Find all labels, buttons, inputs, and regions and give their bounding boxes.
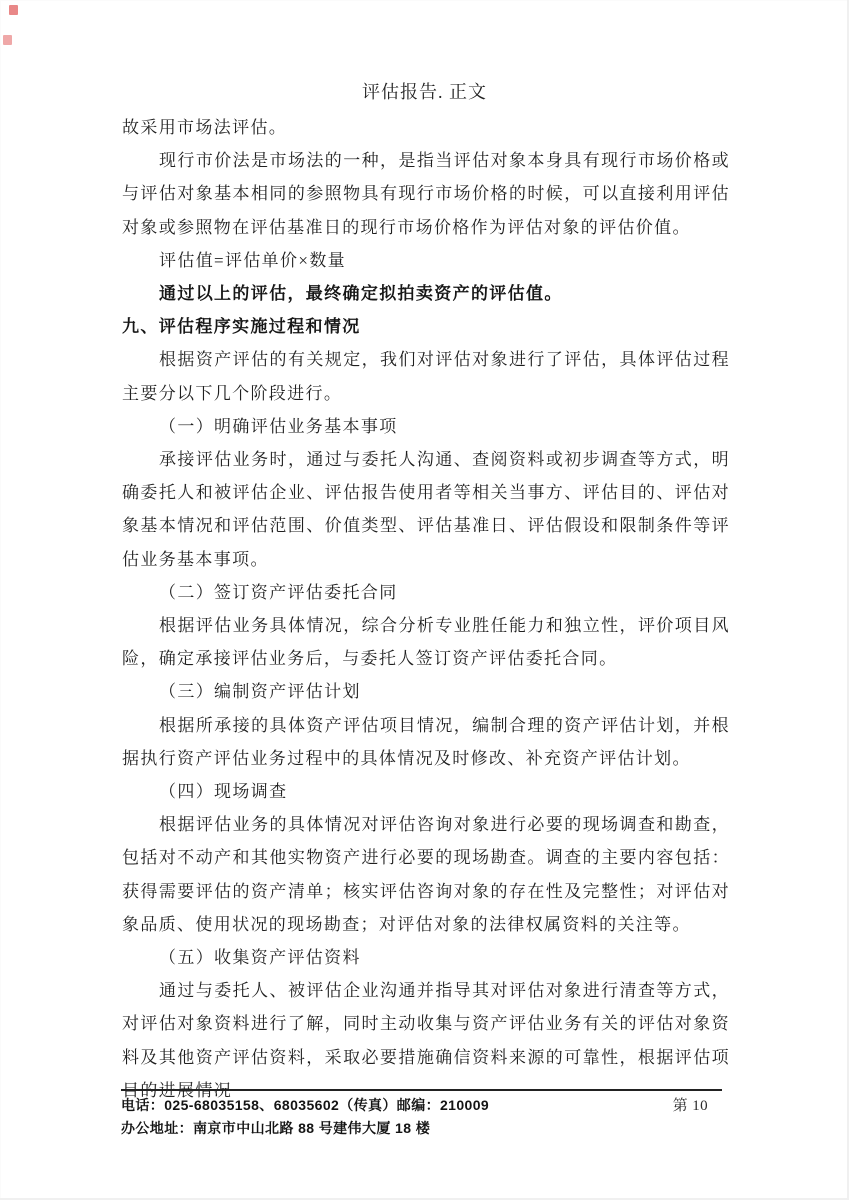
paragraph: 九、评估程序实施过程和情况 bbox=[122, 317, 361, 337]
page-number: 第 10 bbox=[672, 1098, 708, 1114]
paragraph: 通过与委托人、被评估企业沟通并指导其对评估对象进行清查等方式，对评估对象资料进行了解，同时主动收集与资产评估业务有关的评估对象资料及其他资产评估资料，采取必要措施确信资料来源的可靠性，根据评估项目的进展情况 bbox=[122, 981, 730, 1100]
paragraph: 故采用市场法评估。 bbox=[122, 118, 288, 137]
paragraph: （四）现场调查 bbox=[159, 782, 288, 802]
footer-row bbox=[121, 1094, 722, 1117]
paragraph: 通过以上的评估，最终确定拟拍卖资产的评估值。 bbox=[159, 284, 563, 304]
paragraph: （一）明确评估业务基本事项 bbox=[159, 416, 398, 436]
paragraph: 现行市价法是市场法的一种，是指当评估对象本身具有现行市场价格或与评估对象基本相同的参照物具有现行市场价格的时候，可以直接利用评估对象或参照物在评估基准日的现行市场价格作为评估对象的评估价值。 bbox=[122, 151, 730, 237]
document-body bbox=[122, 111, 730, 1107]
paragraph: （三）编制资产评估计划 bbox=[159, 682, 361, 702]
page-footer bbox=[121, 1089, 722, 1139]
red-stamp-artifact bbox=[9, 5, 18, 15]
paragraph: （五）收集资产评估资料 bbox=[159, 948, 361, 968]
paragraph: 根据评估业务的具体情况对评估咨询对象进行必要的现场调查和勘查，包括对不动产和其他实物资产进行必要的现场勘查。调查的主要内容包括：获得需要评估的资产清单；核实评估咨询对象的存在性及完整性；对评估对象品质、使用状况的现场勘查；对评估对象的法律权属资料的关注等。 bbox=[122, 815, 730, 934]
paragraph: 根据所承接的具体资产评估项目情况，编制合理的资产评估计划，并根据执行资产评估业务过程中的具体情况及时修改、补充资产评估计划。 bbox=[122, 715, 730, 768]
paragraph: 承接评估业务时，通过与委托人沟通、查阅资料或初步调查等方式，明确委托人和被评估企业、评估报告使用者等相关当事方、评估目的、评估对象基本情况和评估范围、价值类型、评估基准日、评估假设和限制条件等评估业务基本事项。 bbox=[122, 450, 730, 569]
paragraph: （二）签订资产评估委托合同 bbox=[159, 582, 398, 602]
red-stamp-artifact bbox=[3, 35, 12, 45]
footer-address: 办公地址：南京市中山北路 88 号建伟大厦 18 楼 bbox=[121, 1120, 431, 1136]
paragraph: 根据资产评估的有关规定，我们对评估对象进行了评估，具体评估过程主要分以下几个阶段进行。 bbox=[122, 350, 730, 403]
paragraph: 评估值=评估单价×数量 bbox=[159, 250, 347, 270]
footer-contact: 电话：025-68035158、68035602（传真）邮编：210009 bbox=[121, 1097, 490, 1113]
page-title: 评估报告. 正文 bbox=[362, 82, 487, 102]
paragraph: 根据评估业务具体情况，综合分析专业胜任能力和独立性，评价项目风险，确定承接评估业务后，与委托人签订资产评估委托合同。 bbox=[122, 616, 730, 669]
